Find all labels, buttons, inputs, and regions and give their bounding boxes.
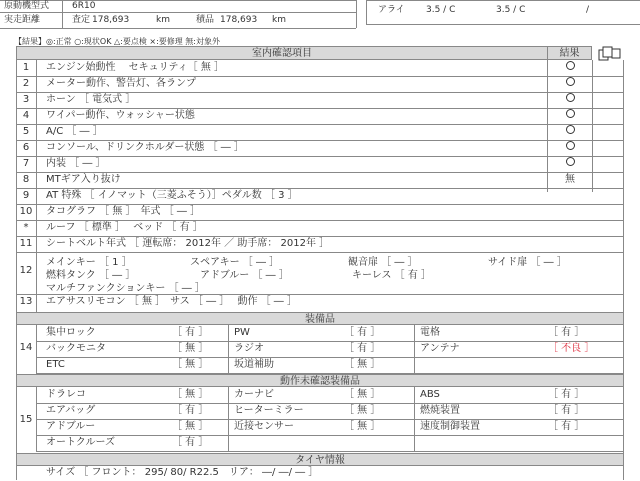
mileage-label: 実走距離 xyxy=(4,15,41,25)
circle-ok-icon xyxy=(566,93,575,102)
model-label: 原動機型式 xyxy=(4,1,50,11)
result-ok-mark xyxy=(550,76,590,92)
equipment-label: アンテナ xyxy=(420,343,460,354)
row-divider xyxy=(36,357,624,358)
item-text: タコグラフ ［ 無 ］ 年式 ［ ― ］ xyxy=(46,206,201,217)
row-number: 15 xyxy=(19,414,33,425)
equipment-value: ［ 無 ］ xyxy=(172,421,209,432)
side-door: サイド扉 ［ ― ］ xyxy=(488,257,567,268)
key-main: メインキー ［ 1 ］ xyxy=(46,257,132,268)
row-divider xyxy=(36,451,624,452)
section-header-tires: タイヤ情報 xyxy=(16,453,624,466)
circle-ok-icon xyxy=(566,77,575,86)
equipment-label: ドラレコ xyxy=(46,389,86,400)
equipment-value: ［ 無 ］ xyxy=(344,405,381,416)
divider xyxy=(356,0,357,28)
air-sus-remote: エアサスリモコン ［ 無 ］ サス ［ ― ］ 動作 ［ ― ］ xyxy=(46,296,297,307)
equipment-label: ETC xyxy=(46,359,65,370)
result-ok-mark xyxy=(550,140,590,156)
frame-left xyxy=(16,46,17,480)
row-divider xyxy=(16,156,624,157)
equipment-value: ［ 無 ］ xyxy=(344,389,381,400)
mileage-actual-label: 積品 xyxy=(196,15,215,25)
item-text: コンソール、ドリンクホルダー状態 ［ ― ］ xyxy=(46,142,244,153)
equipment-value: ［ 無 ］ xyxy=(344,359,381,370)
row-number: 13 xyxy=(19,296,33,307)
row-number: 4 xyxy=(22,110,30,121)
adblue: アドブルー ［ ― ］ xyxy=(200,270,289,281)
equipment-label: 近接センサー xyxy=(234,421,294,432)
top-border xyxy=(0,0,356,1)
equipment-label: ABS xyxy=(420,389,440,400)
result-column-divider xyxy=(592,60,593,192)
section-header-equipment: 装備品 xyxy=(16,312,624,325)
row-number: 1 xyxy=(22,62,30,73)
equipment-label: エアバッグ xyxy=(46,405,96,416)
divider xyxy=(366,0,640,1)
equipment-value: ［ 有 ］ xyxy=(548,421,585,432)
item-text: ホーン ［ 電気式 ］ xyxy=(46,94,136,105)
kannon-door: 観音扉 ［ ― ］ xyxy=(348,257,418,268)
result-ok-mark xyxy=(550,92,590,108)
equipment-label: オートクルーズ xyxy=(46,437,115,448)
equipment-label: 集中ロック xyxy=(46,327,96,338)
num-column-divider xyxy=(36,325,37,373)
circle-ok-icon xyxy=(566,61,575,70)
item-text: A/C ［ ― ］ xyxy=(46,126,103,137)
divider xyxy=(0,28,356,29)
item-text: シートベルト年式 ［ 運転席： 2012年 ／ 助手席： 2012年 ］ xyxy=(46,238,330,249)
circle-ok-icon xyxy=(566,141,575,150)
model-value: 6R10 xyxy=(72,1,96,11)
row-number: 3 xyxy=(22,94,30,105)
column-divider xyxy=(228,325,229,373)
equipment-value: ［ 無 ］ xyxy=(172,359,209,370)
section-header-interior: 室内確認項目 xyxy=(16,46,548,60)
equipment-value: ［ 不良 ］ xyxy=(548,343,595,354)
mileage-unit: km xyxy=(272,15,286,25)
mileage-unit: km xyxy=(156,15,170,25)
equipment-label: 坂道補助 xyxy=(234,359,274,370)
row-number: 8 xyxy=(22,174,30,185)
row-number: 11 xyxy=(19,238,33,249)
row-number: 9 xyxy=(22,190,30,201)
result-column-divider xyxy=(547,60,548,192)
item-text: 内装 ［ ― ］ xyxy=(46,158,106,169)
copy-icon[interactable] xyxy=(596,46,622,62)
row-divider xyxy=(36,435,624,436)
row-number: 5 xyxy=(22,126,30,137)
tire-size: サイズ ［ フロント： 295/ 80/ R22.5 リア： ―/ ―/ ― ］ xyxy=(46,467,319,478)
item-text: ルーフ ［ 標準 ］ ベッド ［ 有 ］ xyxy=(46,222,203,233)
circle-ok-icon xyxy=(566,125,575,134)
row-divider xyxy=(36,341,624,342)
equipment-value: ［ 無 ］ xyxy=(344,421,381,432)
row-divider xyxy=(36,403,624,404)
result-ok-mark xyxy=(550,108,590,124)
equipment-label: カーナビ xyxy=(234,389,274,400)
equipment-value: ［ 有 ］ xyxy=(344,343,381,354)
item-text: メーター動作、警告灯、各ランプ xyxy=(46,78,196,89)
equipment-label: ヒーターミラー xyxy=(234,405,304,416)
align-label: アライ xyxy=(378,5,405,15)
equipment-value: ［ 有 ］ xyxy=(548,389,585,400)
column-divider xyxy=(414,325,415,373)
key-spare: スペアキー ［ ― ］ xyxy=(190,257,280,268)
divider xyxy=(366,24,640,25)
divider xyxy=(62,0,63,28)
row-divider xyxy=(16,252,624,253)
align-rear: 3.5 / C xyxy=(496,5,526,15)
equipment-value: ［ 有 ］ xyxy=(548,327,585,338)
row-number: 6 xyxy=(22,142,30,153)
mileage-actual-value: 178,693 xyxy=(220,15,258,25)
mileage-meter-label: 査定 xyxy=(72,15,91,25)
circle-ok-icon xyxy=(566,109,575,118)
equipment-label: 燃焼装置 xyxy=(420,405,460,416)
result-value: 無 xyxy=(565,174,575,185)
legend-text: 【結果】◎:正常 ○:現状OK △:要点検 ×:要修理 無:対象外 xyxy=(14,37,221,46)
row-number: 12 xyxy=(19,265,33,276)
num-column-divider xyxy=(36,60,37,312)
keyless: キーレス ［ 有 ］ xyxy=(352,270,432,281)
section-header-unchecked: 動作未確認装備品 xyxy=(16,374,624,387)
result-ok-mark xyxy=(550,124,590,140)
equipment-value: ［ 有 ］ xyxy=(344,327,381,338)
circle-ok-icon xyxy=(566,157,575,166)
row-number: 7 xyxy=(22,158,30,169)
equipment-value: ［ 有 ］ xyxy=(172,437,209,448)
divider xyxy=(366,0,367,24)
frame-right xyxy=(623,60,624,480)
align-front: 3.5 / C xyxy=(426,5,456,15)
equipment-label: ラジオ xyxy=(234,343,264,354)
row-number: 14 xyxy=(19,342,33,353)
item-text: エンジン始動性 セキュリティ［ 無 ］ xyxy=(46,62,225,73)
item-text: MTギア入り抜け xyxy=(46,174,121,185)
equipment-value: ［ 無 ］ xyxy=(172,389,209,400)
equipment-label: バックモニタ xyxy=(46,343,106,354)
row-divider xyxy=(36,419,624,420)
equipment-value: ［ 有 ］ xyxy=(548,405,585,416)
equipment-value: ［ 有 ］ xyxy=(172,327,209,338)
row-number: * xyxy=(23,222,29,233)
item-text: AT 特殊 ［ イノマット（三菱ふそう）］ペダル数 ［ 3 ］ xyxy=(46,190,298,201)
equipment-value: ［ 有 ］ xyxy=(172,405,209,416)
divider xyxy=(0,12,356,13)
fuel-tank: 燃料タンク ［ ― ］ xyxy=(46,270,136,281)
result-header: 結果 xyxy=(547,46,592,60)
equipment-label: 速度制御装置 xyxy=(420,421,480,432)
result-ok-mark xyxy=(550,60,590,76)
row-number: 10 xyxy=(19,206,33,217)
equipment-label: 電格 xyxy=(420,327,440,338)
equipment-label: PW xyxy=(234,327,250,338)
result-ok-mark xyxy=(550,156,590,172)
row-divider xyxy=(16,124,624,125)
equipment-label: アドブルー xyxy=(46,421,96,432)
align-extra: / xyxy=(586,5,590,15)
equipment-value: ［ 無 ］ xyxy=(172,343,209,354)
multi-function-key: マルチファンクションキー ［ ― ］ xyxy=(46,283,205,294)
mileage-meter-value: 178,693 xyxy=(92,15,130,25)
row-number: 2 xyxy=(22,78,30,89)
item-text: ワイパー動作、ウォッシャー状態 xyxy=(46,110,195,121)
